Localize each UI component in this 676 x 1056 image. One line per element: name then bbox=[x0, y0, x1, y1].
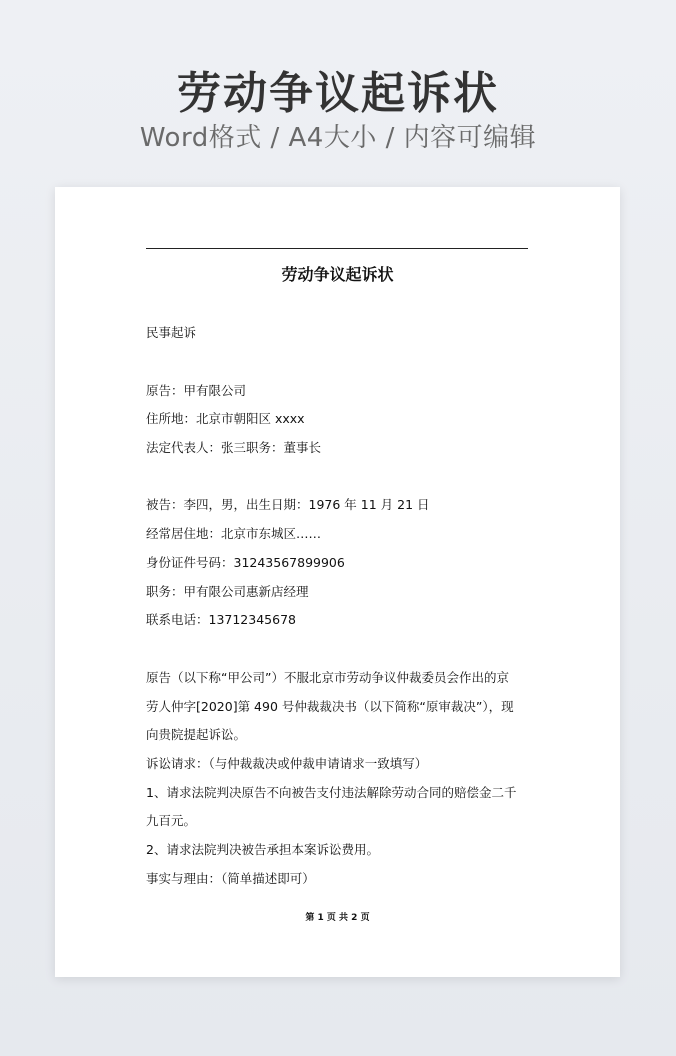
claim-1-line-1: 1、请求法院判决原告不向被告支付违法解除劳动合同的赔偿金二千 bbox=[146, 785, 517, 800]
intro-line-2: 劳人仲字[2020]第 490 号仲裁裁决书（以下简称“原审裁决”），现 bbox=[146, 699, 514, 714]
doc-type-line: 民事起诉 bbox=[146, 325, 197, 340]
defendant-phone: 联系电话：13712345678 bbox=[146, 612, 296, 627]
plaintiff-representative: 法定代表人：张三职务：董事长 bbox=[146, 440, 322, 455]
plaintiff-name: 原告：甲有限公司 bbox=[146, 383, 247, 398]
defendant-name: 被告：李四，男，出生日期：1976 年 11 月 21 日 bbox=[146, 497, 430, 512]
defendant-id-number: 身份证件号码：31243567899906 bbox=[146, 555, 345, 570]
page-subtitle: Word格式 / A4大小 / 内容可编辑 bbox=[139, 123, 537, 153]
page-title: 劳动争议起诉状 bbox=[177, 68, 499, 119]
plaintiff-address: 住所地：北京市朝阳区 xxxx bbox=[146, 411, 305, 426]
document-page bbox=[55, 187, 620, 977]
claim-2: 2、请求法院判决被告承担本案诉讼费用。 bbox=[146, 842, 379, 857]
defendant-position: 职务：甲有限公司惠新店经理 bbox=[146, 584, 309, 599]
defendant-residence: 经常居住地：北京市东城区…… bbox=[146, 526, 322, 541]
header-rule bbox=[146, 248, 528, 249]
intro-line-1: 原告（以下称“甲公司”）不服北京市劳动争议仲裁委员会作出的京 bbox=[146, 670, 509, 685]
claim-1-line-2: 九百元。 bbox=[146, 813, 197, 828]
facts-heading: 事实与理由：（简单描述即可） bbox=[146, 871, 315, 886]
claims-heading: 诉讼请求：（与仲裁裁决或仲裁申请请求一致填写） bbox=[146, 756, 428, 771]
page-number: 第 1 页 共 2 页 bbox=[305, 913, 370, 923]
document-title: 劳动争议起诉状 bbox=[281, 265, 394, 284]
intro-line-3: 向贵院提起诉讼。 bbox=[146, 727, 247, 742]
